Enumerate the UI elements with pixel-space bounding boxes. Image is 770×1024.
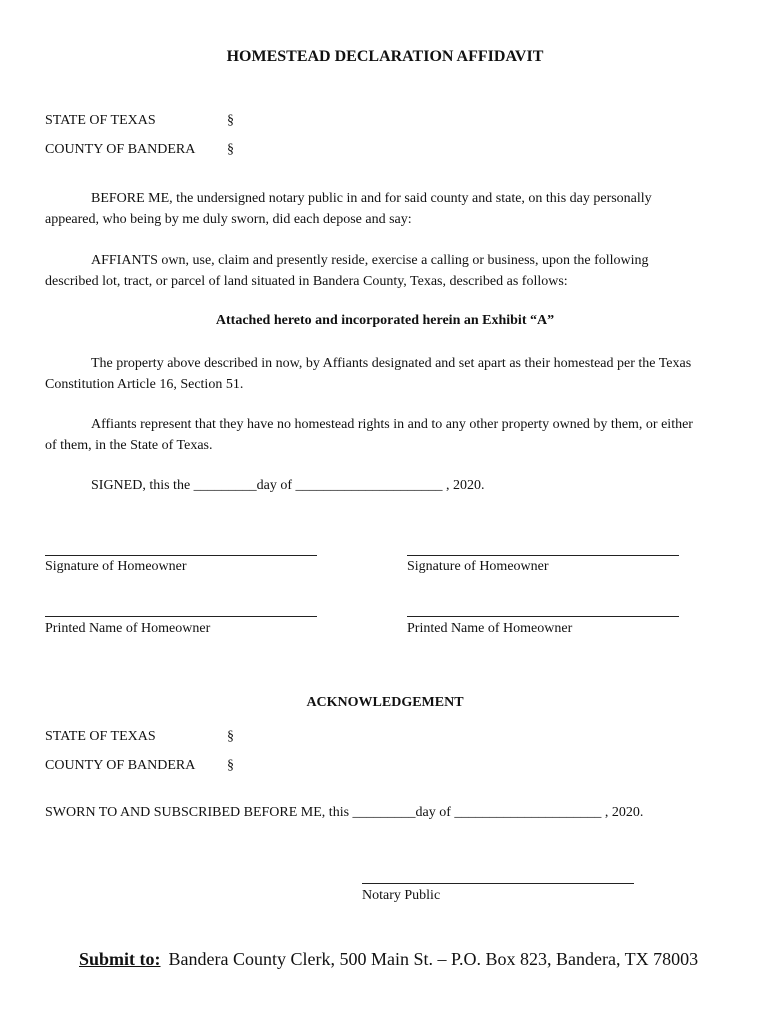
signature-label-2: Signature of Homeowner <box>407 559 549 574</box>
exhibit-reference: Attached hereto and incorporated herein an Exhibit “A” <box>215 313 555 328</box>
sworn-statement: SWORN TO AND SUBSCRIBED BEFORE ME, this _________day of _____________________ , 2020. <box>45 805 644 820</box>
venue-state-2: STATE OF TEXAS <box>45 729 156 744</box>
paragraph-before-me: BEFORE ME, the undersigned notary public in and for said county and state, on this day personally appeared, who being by me duly sworn, did each depose and say: <box>45 191 652 227</box>
venue-county: COUNTY OF BANDERA <box>45 142 196 157</box>
printed-name-label-1: Printed Name of Homeowner <box>45 621 211 636</box>
submit-to <box>79 949 698 970</box>
paragraph-property-designated: The property above described in now, by Affiants designated and set apart as their homestead per the Texas Constitution Article 16, Section 51. <box>45 356 692 392</box>
section-symbol: § <box>227 142 234 157</box>
submit-address: Bandera County Clerk, 500 Main St. – P.O. Box 823, Bandera, TX 78003 <box>168 949 699 969</box>
submit-label: Submit to: <box>79 949 161 969</box>
section-symbol: § <box>227 729 234 744</box>
acknowledgement-heading: ACKNOWLEDGEMENT <box>306 695 464 710</box>
document-title: HOMESTEAD DECLARATION AFFIDAVIT <box>226 48 544 65</box>
section-symbol: § <box>227 758 234 773</box>
venue-state: STATE OF TEXAS <box>45 113 156 128</box>
signed-date-line: SIGNED, this the _________day of _____________________ , 2020. <box>91 478 485 493</box>
signature-line-1[interactable] <box>45 555 317 556</box>
venue-county-2: COUNTY OF BANDERA <box>45 758 196 773</box>
paragraph-no-other-rights: Affiants represent that they have no homestead rights in and to any other property owned by them, or either of them, in the State of Texas. <box>45 417 693 453</box>
notary-signature-line[interactable] <box>362 883 634 884</box>
printed-name-line-2[interactable] <box>407 616 679 617</box>
printed-name-label-2: Printed Name of Homeowner <box>407 621 573 636</box>
printed-name-line-1[interactable] <box>45 616 317 617</box>
paragraph-affiants-own: AFFIANTS own, use, claim and presently reside, exercise a calling or business, upon the following described lot, tract, or parcel of land situated in Bandera County, Texas, described as follows: <box>45 253 649 289</box>
signature-line-2[interactable] <box>407 555 679 556</box>
notary-label: Notary Public <box>362 888 441 903</box>
section-symbol: § <box>227 113 234 128</box>
signature-label-1: Signature of Homeowner <box>45 559 187 574</box>
